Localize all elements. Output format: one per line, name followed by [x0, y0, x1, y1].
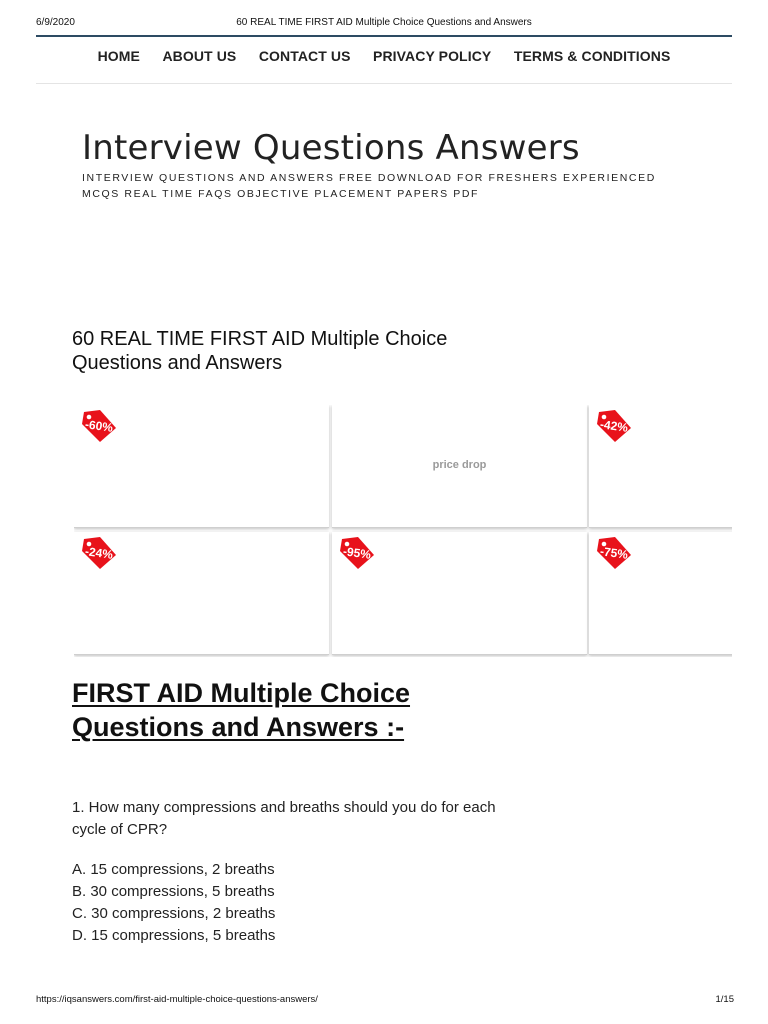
ad-card[interactable] — [332, 405, 587, 528]
section-heading[interactable]: FIRST AID Multiple Choice Questions and Answers :- — [72, 678, 411, 742]
nav-home[interactable]: HOME — [97, 48, 140, 64]
price-drop-label: price drop — [432, 459, 487, 471]
print-page-number: 1/15 — [715, 994, 734, 1005]
discount-label: -75% — [599, 544, 629, 562]
nav-contact-us[interactable]: CONTACT US — [258, 48, 351, 64]
discount-label: -95% — [342, 544, 372, 562]
ad-card[interactable] — [332, 532, 587, 655]
discount-label: -42% — [599, 417, 629, 435]
main-nav — [36, 48, 732, 72]
print-date: 6/9/2020 — [36, 17, 75, 28]
discount-label: -24% — [84, 544, 114, 562]
answer-options — [72, 859, 512, 947]
site-description: INTERVIEW QUESTIONS AND ANSWERS FREE DOWNLOAD FOR FRESHERS EXPERIENCED MCQS REAL TIME FAQS OBJECTIVE PLACEMENT PAPERS PDF — [82, 172, 656, 200]
print-page-title: 60 REAL TIME FIRST AID Multiple Choice Questions and Answers — [236, 17, 532, 28]
print-header — [0, 0, 768, 36]
discount-badge — [78, 535, 118, 571]
nav-divider — [36, 83, 732, 84]
discount-label: -60% — [84, 417, 114, 435]
ad-product-grid — [74, 405, 732, 657]
nav-terms-conditions[interactable]: TERMS & CONDITIONS — [513, 48, 671, 64]
nav-privacy-policy[interactable]: PRIVACY POLICY — [373, 48, 492, 64]
answer-option-b: B. 30 compressions, 5 breaths — [72, 883, 275, 900]
ad-card[interactable] — [74, 532, 329, 655]
answer-option-c: C. 30 compressions, 2 breaths — [72, 905, 276, 922]
question-text: 1. How many compressions and breaths should you do for each cycle of CPR? — [72, 799, 496, 838]
discount-badge — [78, 408, 118, 444]
ad-card[interactable] — [589, 405, 732, 528]
nav-about-us[interactable]: ABOUT US — [162, 48, 237, 64]
post-title: 60 REAL TIME FIRST AID Multiple Choice Questions and Answers — [72, 328, 448, 374]
answer-option-d: D. 15 compressions, 5 breaths — [72, 927, 276, 944]
discount-badge — [593, 408, 633, 444]
discount-badge — [593, 535, 633, 571]
site-title[interactable]: Interview Questions Answers — [82, 128, 580, 168]
top-divider — [36, 35, 732, 37]
answer-option-a: A. 15 compressions, 2 breaths — [72, 861, 275, 878]
print-footer-url: https://iqsanswers.com/first-aid-multiple-choice-questions-answers/ — [36, 994, 318, 1005]
ad-card[interactable] — [74, 405, 329, 528]
discount-badge — [336, 535, 376, 571]
ad-card[interactable] — [589, 532, 732, 655]
